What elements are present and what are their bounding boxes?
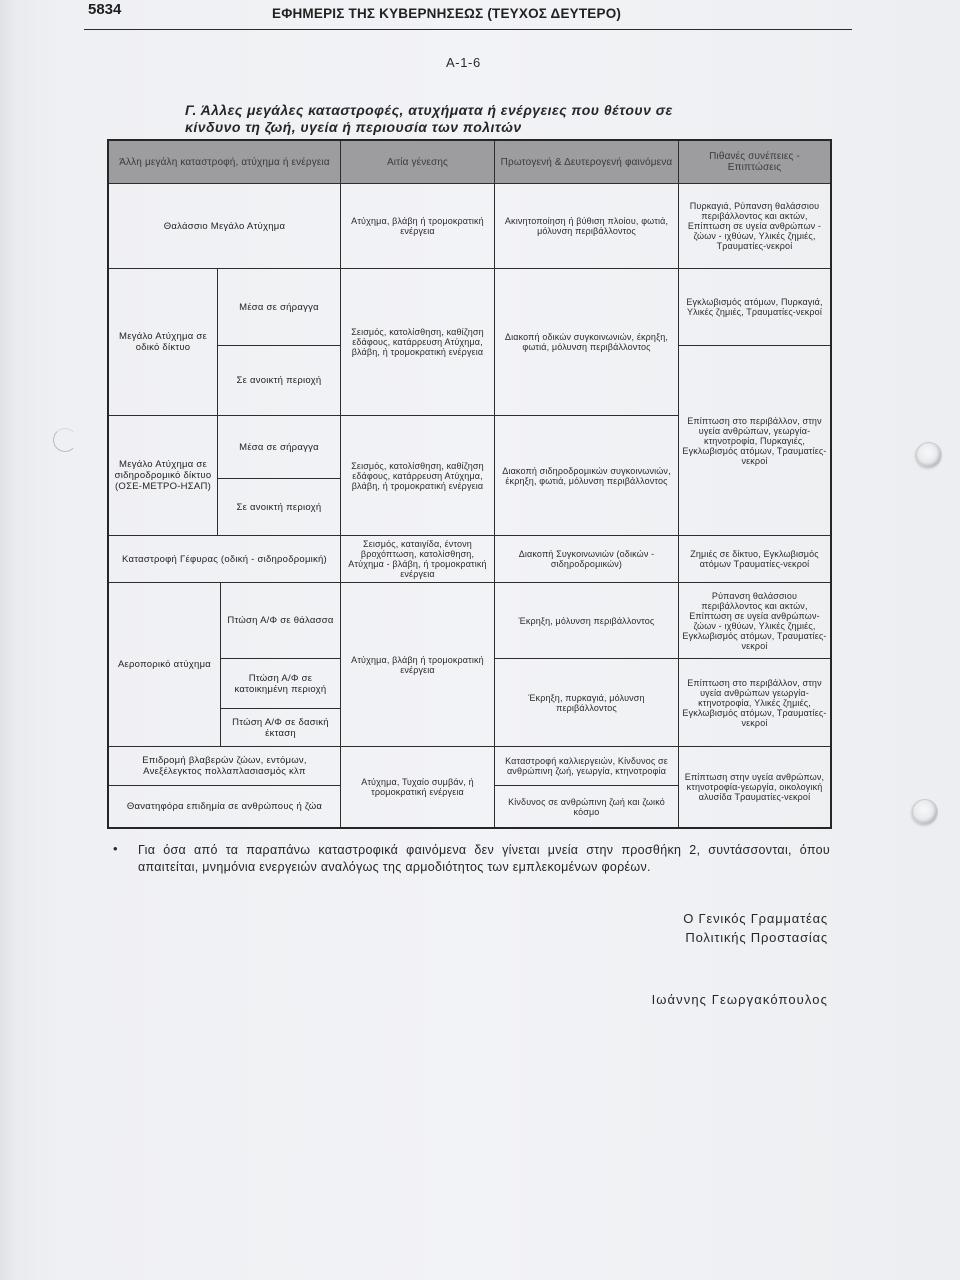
cell-event-epidemic: Θανατηφόρα επιδημία σε ανθρώπους ή ζώα xyxy=(108,785,341,828)
cell-subtype-road-tunnel: Μέσα σε σήραγγα xyxy=(217,268,341,346)
cell-event-pests: Επιδρομή βλαβερών ζώων, εντόμων, Ανεξέλεγκτος πολλαπλασιασμός κλπ xyxy=(108,746,341,786)
cell-consequences-aviation-land: Επίπτωση στο περιβάλλον, στην υγεία ανθρώπων γεωργία-κτηνοτροφία, Υλικές ζημιές, Εγκλωβισμός ατόμων, Τραυματίες-νεκροί xyxy=(678,658,831,747)
column-header-cause: Αιτία γένεσης xyxy=(340,140,495,184)
cell-phenomena-aviation-land: Έκρηξη, πυρκαγιά, μόλυνση περιβάλλοντος xyxy=(494,658,679,747)
cell-phenomena-rail: Διακοπή σιδηροδρομικών συγκοινωνιών, έκρηξη, φωτιά, μόλυνση περιβάλλοντος xyxy=(494,415,679,536)
cell-subtype-rail-open: Σε ανοικτή περιοχή xyxy=(217,478,341,536)
cell-subtype-aviation-residential: Πτώση Α/Φ σε κατοικημένη περιοχή xyxy=(220,658,341,709)
cell-event-bridge: Καταστροφή Γέφυρας (οδική - σιδηροδρομική) xyxy=(108,535,341,583)
cell-consequences-bridge: Ζημιές σε δίκτυο, Εγκλωβισμός ατόμων Τραυματίες-νεκροί xyxy=(678,535,831,583)
annex-code: Α-1-6 xyxy=(446,55,481,70)
punch-hole-shadow xyxy=(53,428,77,452)
cell-cause-biological: Ατύχημα, Τυχαίο συμβάν, ή τρομοκρατική ενέργεια xyxy=(340,746,495,828)
cell-event-rail: Μεγάλο Ατύχημα σε σιδηροδρομικό δίκτυο (ΟΣΕ-ΜΕΤΡΟ-ΗΣΑΠ) xyxy=(108,415,218,536)
signature-title-line-2: Πολιτικής Προστασίας xyxy=(685,930,828,945)
cell-event-aviation: Αεροπορικό ατύχημα xyxy=(108,582,221,747)
cell-cause-aviation: Ατύχημα, βλάβη ή τρομοκρατική ενέργεια xyxy=(340,582,495,747)
footnote-bullet: • xyxy=(113,841,118,856)
section-title-line-1: Γ. Άλλες μεγάλες καταστροφές, ατυχήματα ή ενέργειες που θέτουν σε xyxy=(185,102,673,118)
page-number: 5834 xyxy=(88,1,122,18)
cell-event-road: Μεγάλο Ατύχημα σε οδικό δίκτυο xyxy=(108,268,218,416)
footnote-text: Για όσα από τα παραπάνω καταστροφικά φαινόμενα δεν γίνεται μνεία στην προσθήκη 2, συντάσσονται, όπου απαιτείται, μνημόνια ενεργειών αναλόγως της αρμοδιότητος των εμπλεκομένων φορέων. xyxy=(138,843,830,874)
punch-hole-upper xyxy=(916,442,942,468)
cell-cause-bridge: Σεισμός, καταιγίδα, έντονη βροχόπτωση, κατολίσθηση, Ατύχημα - βλάβη, ή τρομοκρατική ενέργεια xyxy=(340,535,495,583)
disasters-table xyxy=(108,140,831,828)
cell-phenomena-pests: Καταστροφή καλλιεργειών, Κίνδυνος σε ανθρώπινη ζωή, γεωργία, κτηνοτροφία xyxy=(494,746,679,786)
column-header-event: Άλλη μεγάλη καταστροφή, ατύχημα ή ενέργεια xyxy=(108,140,341,184)
cell-phenomena-maritime: Ακινητοποίηση ή βύθιση πλοίου, φωτιά, μόλυνση περιβάλλοντος xyxy=(494,183,679,269)
punch-hole-lower xyxy=(912,799,938,825)
cell-consequences-biological: Επίπτωση στην υγεία ανθρώπων, κτηνοτροφία-γεωργία, οικολογική αλυσίδα Τραυματίες-νεκροί xyxy=(678,746,831,828)
cell-event-maritime: Θαλάσσιο Μεγάλο Ατύχημα xyxy=(108,183,341,269)
cell-phenomena-bridge: Διακοπή Συγκοινωνιών (οδικών - σιδηροδρομικών) xyxy=(494,535,679,583)
cell-consequences-aviation-sea: Ρύπανση θαλάσσιου περιβάλλοντος και ακτών, Επίπτωση σε υγεία ανθρώπων-ζώων - ιχθύων, Υλικές ζημιές, Εγκλωβισμός ατόμων, Τραυματίες-νεκροί xyxy=(678,582,831,659)
cell-phenomena-epidemic: Κίνδυνος σε ανθρώπινη ζωή και ζωικό κόσμο xyxy=(494,785,679,828)
cell-subtype-rail-tunnel: Μέσα σε σήραγγα xyxy=(217,415,341,479)
cell-cause-road: Σεισμός, κατολίσθηση, καθίζηση εδάφους, κατάρρευση Ατύχημα, βλάβη, ή τρομοκρατική ενέργεια xyxy=(340,268,495,416)
cell-subtype-aviation-sea: Πτώση Α/Φ σε θάλασσα xyxy=(220,582,341,659)
cell-phenomena-road: Διακοπή οδικών συγκοινωνιών, έκρηξη, φωτιά, μόλυνση περιβάλλοντος xyxy=(494,268,679,416)
cell-phenomena-aviation-sea: Έκρηξη, μόλυνση περιβάλλοντος xyxy=(494,582,679,659)
cell-subtype-aviation-forest: Πτώση Α/Φ σε δασική έκταση xyxy=(220,708,341,747)
cell-cause-maritime: Ατύχημα, βλάβη ή τρομοκρατική ενέργεια xyxy=(340,183,495,269)
gazette-title: ΕΦΗΜΕΡΙΣ ΤΗΣ ΚΥΒΕΡΝΗΣΕΩΣ (ΤΕΥΧΟΣ ΔΕΥΤΕΡΟ) xyxy=(272,6,622,21)
cell-consequences-road-tunnel: Εγκλωβισμός ατόμων, Πυρκαγιά, Υλικές ζημιές, Τραυματίες-νεκροί xyxy=(678,268,831,346)
column-header-consequences: Πιθανές συνέπειες - Επιπτώσεις xyxy=(678,140,831,184)
cell-consequences-road-open-and-rail: Επίπτωση στο περιβάλλον, στην υγεία ανθρώπων, γεωργία-κτηνοτροφία, Πυρκαγιές, Εγκλωβισμός ατόμων, Τραυματίες-νεκροί xyxy=(678,345,831,536)
cell-subtype-road-open: Σε ανοικτή περιοχή xyxy=(217,345,341,416)
cell-cause-rail: Σεισμός, κατολίσθηση, καθίζηση εδάφους, κατάρρευση Ατύχημα, βλάβη, ή τρομοκρατική ενέργεια xyxy=(340,415,495,536)
cell-consequences-maritime: Πυρκαγιά, Ρύπανση θαλάσσιου περιβάλλοντος και ακτών, Επίπτωση σε υγεία ανθρώπων - ζώων - ιχθύων, Υλικές ζημιές, Τραυματίες-νεκροί xyxy=(678,183,831,269)
section-title-line-2: κίνδυνο τη ζωή, υγεία ή περιουσία των πολιτών xyxy=(185,119,522,135)
header-rule xyxy=(84,29,852,30)
column-header-phenomena: Πρωτογενή & Δευτερογενή φαινόμενα xyxy=(494,140,679,184)
signature-title-line-1: Ο Γενικός Γραμματέας xyxy=(683,911,828,926)
signature-name: Ιωάννης Γεωργακόπουλος xyxy=(651,992,828,1007)
